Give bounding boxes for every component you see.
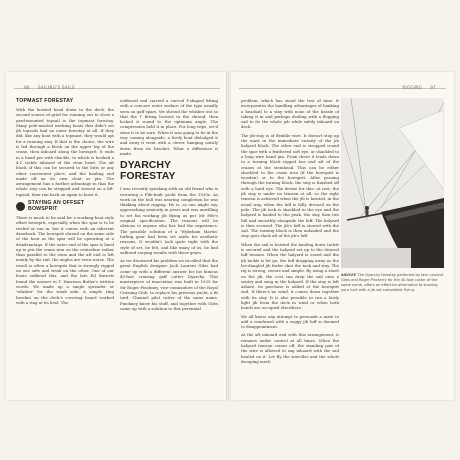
section-badge-icon <box>16 202 25 211</box>
sailing-photo <box>341 98 444 268</box>
body-paragraph: When the sail is hoisted the hauling down tackle is secured and the halyard set up to the desired luff tension. When the halyard is eased and the jib tackle is let go, the luff dropping away as the lee-dangled jib furler shut the tack and stay. The rig is strong, secure and simple. By using a sheet on the jib, the cost can drop the sail onto a sentry and snug in the halyard. If the stay is left ashore, its purchase is added at the bowsprit end. If there's no wind, it comes down together with its stay. It is also possible to run a fairly light jib from the deck in wind or when both hands are occupied elsewhere. <box>241 241 339 311</box>
body-paragraph: At the aft inboard end with this arrangement, it remains under control at all times. When the halyard tension comes off, the standing pair of the wire is allowed to sag inboard with the sail hauled on it. Let fly the traveller and the whole drooping mech <box>241 332 339 364</box>
left-page-column-1 <box>16 98 114 390</box>
page-number: 97 <box>430 85 436 90</box>
photo-caption <box>341 273 444 293</box>
right-page-column-1 <box>241 98 339 390</box>
body-paragraph: problem, which has stood the test of time. It incorporates the handling advantages of hanking a headsail to a stay with none of the hassle of taking it in and perhaps dealing with a flogging sail to do the whole job while safely inboard on deck. <box>241 98 339 130</box>
body-paragraph: As we discussed his problem we recalled that the great English designer Jack Laurent Giles had come up with a different answer for his famous 40-foot cruising gaff cutter Dyarchy. This masterpiece of innovation was built in 1939 for Mr Roger Pinckney, vice-commodore of the Royal Cruising Club, to replace his previous yacht, a fit turd. Channel pilot cutter of the same name. Pinckney knew his stuff, and together with Giles came up with a solution to this perennial <box>120 258 218 311</box>
body-paragraph: I was recently speaking with an old friend who is restoring a Fife-built yacht from the 1930s. As work on the hull was nearing completion he was thinking about rigging. He is, as one might say, approaching seniority in years and was unwilling to set his working jib flying as per Mr Fife's original specification. The reasons will be obvious to anyone who has had the experience. The possible solution of a 'Wykeham Martin' furling gear had been set aside for aesthetic reasons. It wouldn't look quite right with the style of set, he felt, and like many of us, he had suffered varying results with these gears. <box>120 186 218 255</box>
running-header-section: RIGGING <box>402 85 422 90</box>
body-paragraph: outboard end carried a curved T-shaped fitting with a concave outer surface of the type usually seen on gaff spars. We shroud the whisker out so that the T fitting located in the shroud, then locked it round to the optimum angle. The compression held it in place. For long trips, we'd seize it to be sure. When it was going to be in the way coming alongside, a lively boat dislodged it and away it went with a clever, banging noisily down from its bracket. What a difference it made. <box>120 98 218 156</box>
right-page <box>231 72 454 400</box>
running-header-title: SAILING'S SAILS <box>38 85 75 90</box>
subheading-with-icon <box>16 201 114 212</box>
left-page <box>6 72 228 400</box>
section-subheading: STAYING AN OFFSET BOWSPRIT <box>28 200 85 212</box>
body-paragraph: With the hoisted head down to the deck, the second source of grief for running out to close a yard-mounted topsail is the topmast forestay. Many pole-masted working boats that didn't set jib topsails had no outer forestay at all. If they did, like any boat with a topmast, they would opt for a running stay. If that is the choice, the wire is led through a block on the upper leg of the crane, then inboard along the bowsprit. It ends in a hand pin with shackle, to which is hooked a 4:1 tackle inboard of the stem head. The aft block of this can be secured to the bitts or any other convenient place, and the hauling end made off on its own cleat or pin. The arrangement has a further advantage in that the whole stay can be stripped and stowed on a lift-topsail, then run back on again to hoist it. <box>16 107 114 197</box>
caption-text: The Dyarchy forestay perfected by Jack Laurent Giles and Roger Pinckney for the 40-foot cutter of the same name, offers an effective alternative to shoving your luck with a jib set completely flying. <box>341 273 444 292</box>
caption-label: ABOVE <box>341 273 357 277</box>
section-heading: TOPMAST FORESTAY <box>16 98 74 104</box>
right-page-header <box>239 82 446 89</box>
page-number: 96 <box>24 85 30 90</box>
section-heading-large: DYARCHY FORESTAY <box>120 159 176 182</box>
left-page-header <box>14 82 220 89</box>
left-page-column-2 <box>120 98 218 390</box>
body-paragraph: The jib-stay is of flexible wire. It doesn't stop up the mast in the immediate vicinity of the jib halyard block. The other end is stropped round the spar with a feathered soft eye, or shackled to a long wire hand pin. From there it leads down to a turning block rigged low and aft of the cranes at the stemhead. This can be either shackled to the crane iron (if the bowsprit is wooden) or to the bowsprit. After passing through the turning block, the stay is finished off with a hard eye. The devise for this: at rest, the jib stay is under no tension at all, so the right tension is achieved when the jib is hoisted, in the usual way, when the luff is fully dressed on the pole. The jib tack is shackled to the eye and the halyard is hauled to the peak, the stay then lies full and smoothly alongside the luff. The halyard is then secured. The jib's luff is stowed with the sail. The turning block is then unloaded and the stay goes slack aft of the jib's luff. <box>241 132 339 239</box>
body-paragraph: We all know, any attempt to persuade a mate to add a windward with a soggy jib luff is doomed to disappointment. <box>241 313 339 330</box>
body-paragraph: There is much to be said for a working-boat style offset bowsprit, especially when the spar is to be reefed or run in, but it comes with an inherent drawback. The bowsprit shroud on the same side of the boat as the spar will be operating at a disadvantage. If the outer end of the spar is lined up to put the crane iron on the centreline rather than parallel to the stem and the aft end is left neatly by the rail, the angles are even worse. The result is often a bowsprit that is strongly rigged on one side and weak on the other. One of our boats suffered this, and the late Ed Burnett found the answer in T. Harrison Butler's written words. We made up a single spreader or 'whisker' for the weak side. A simple ring bracket on the deck's covering board worked with a ring at its heel. The <box>16 215 114 305</box>
cutter-bow-illustration <box>341 98 444 268</box>
